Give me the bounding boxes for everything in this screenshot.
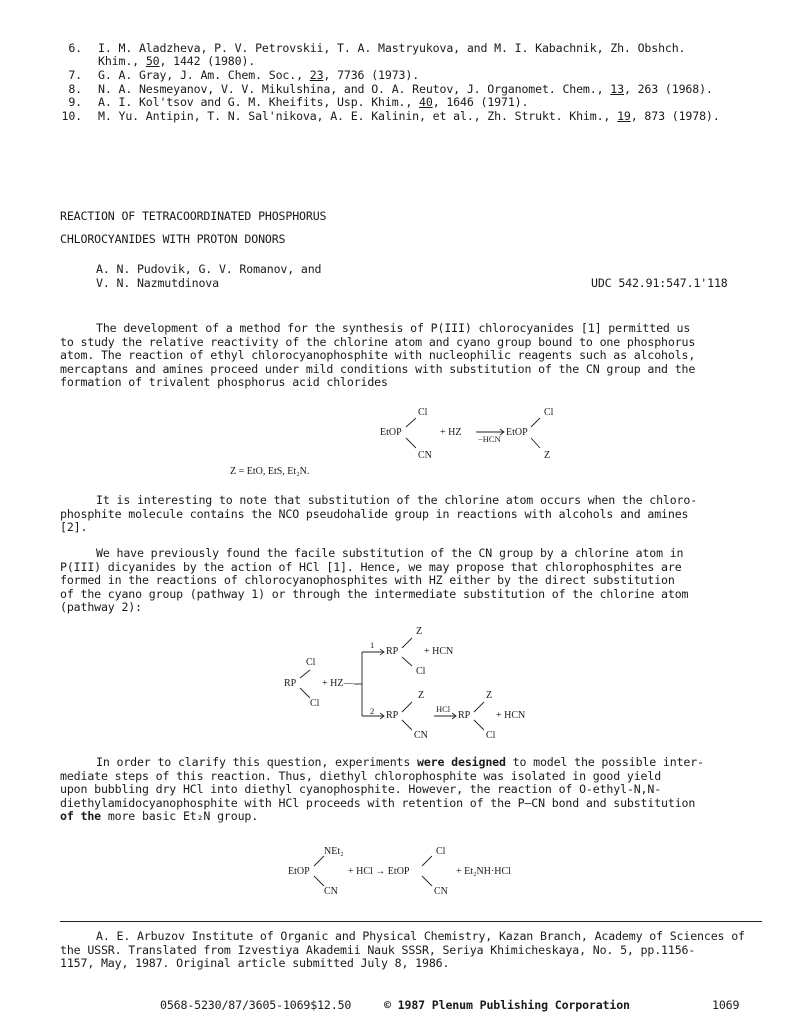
- reference-text-continued: [98, 55, 255, 69]
- text-line: atom. The reaction of ethyl chlorocyanophosphite with nucleophilic reagents such as alcohols,: [60, 348, 696, 362]
- text-line: diethylamidocyanophosphite with HCl proceeds with retention of the P—CN bond and substitution: [60, 795, 696, 810]
- atom-label: CN: [324, 886, 338, 897]
- ref-pages: , 1442 (1980).: [159, 54, 256, 68]
- text-line: [60, 810, 750, 824]
- arrow-condition: −HCN: [478, 434, 501, 444]
- ref-pages: , 7736 (1973).: [323, 68, 420, 82]
- article-code: 0568-5230/87/3605-1069$12.50: [160, 998, 352, 1012]
- atom-label: CN: [434, 886, 448, 897]
- atom-label: NEt₂: [324, 846, 344, 857]
- article-title-line1: REACTION OF TETRACOORDINATED PHOSPHORUS: [60, 209, 327, 223]
- reaction-scheme-2: [284, 624, 544, 748]
- reagent-label: + HCl → EtOP: [348, 866, 410, 877]
- ref-authors: M. Yu. Antipin, T. N. Sal'nikova, A. E. Kalinin, et al., Zh. Strukt. Khim.,: [98, 108, 618, 123]
- atom-label: Cl: [486, 730, 496, 741]
- text-line: The development of a method for the synthesis of P(III) chlorocyanides [1] permitted us: [96, 321, 691, 335]
- copyright-line: © 1987 Plenum Publishing Corporation: [384, 998, 630, 1012]
- atom-label: EtOP: [506, 427, 528, 438]
- reference-text: [98, 96, 528, 110]
- reference-text: [98, 69, 419, 83]
- text-line: to study the relative reactivity of the chlorine atom and cyano group bound to one phosphorus: [60, 334, 696, 349]
- reference-number: 10.: [61, 108, 82, 123]
- atom-label: RP: [386, 710, 399, 721]
- reference-number: 8.: [68, 81, 82, 96]
- text-line: A. E. Arbuzov Institute of Organic and Physical Chemistry, Kazan Branch, Academy of Sciences of: [96, 929, 745, 943]
- atom-label: Cl: [310, 698, 320, 709]
- ref-authors: A. I. Kol'tsov and G. M. Kheifits, Usp. Khim.,: [98, 95, 420, 109]
- ref-pages: , 873 (1978).: [630, 108, 720, 123]
- paragraph-intro: [60, 322, 750, 390]
- reference-number: 6.: [68, 41, 82, 55]
- text-segment-bold: of the: [60, 809, 101, 823]
- ref-authors: G. A. Gray, J. Am. Chem. Soc.,: [98, 68, 310, 82]
- authors-line1: A. N. Pudovik, G. V. Romanov, and: [96, 262, 322, 276]
- atom-label: RP: [458, 710, 471, 721]
- ref-pages: , 263 (1968).: [623, 81, 713, 96]
- text-line: upon bubbling dry HCl into diethyl cyanophosphite. However, the reaction of O-ethyl-N,N-: [60, 782, 662, 796]
- udc-code: UDC 542.91:547.1'118: [591, 276, 728, 290]
- atom-label: Cl: [418, 407, 428, 418]
- reagent-label: + HZ: [440, 427, 462, 438]
- affiliation-note: [60, 930, 750, 971]
- atom-label: Cl: [416, 666, 426, 677]
- reaction-scheme-3: [288, 846, 548, 900]
- text-line: formation of trivalent phosphorus acid chlorides: [60, 375, 388, 389]
- reference-text: [98, 110, 720, 124]
- pathway-number: 1: [370, 640, 375, 650]
- atom-label: EtOP: [380, 427, 402, 438]
- reference-number: 7.: [68, 68, 82, 82]
- authors-line2: V. N. Nazmutdinova: [96, 276, 219, 290]
- footer-divider: [60, 921, 762, 922]
- text-line: [60, 756, 750, 770]
- paragraph-pathways: [60, 547, 750, 615]
- text-segment: to model the possible inter-: [505, 755, 704, 769]
- text-line: formed in the reactions of chlorocyanophosphites with HZ either by the direct substitution: [60, 573, 675, 587]
- atom-label: Cl: [436, 846, 446, 857]
- atom-label: Z: [486, 690, 493, 701]
- reference-text: I. M. Aladzheva, P. V. Petrovskii, T. A. Mastryukova, and M. I. Kabachnik, Zh. Obshch.: [98, 41, 686, 55]
- text-line: We have previously found the facile substitution of the CN group by a chlorine atom in: [96, 546, 684, 560]
- text-line: mercaptans and amines proceed under mild conditions with substitution of the CN group and the: [60, 361, 696, 376]
- paragraph-experiments: [60, 756, 750, 824]
- pathway-number: 2: [370, 706, 375, 716]
- text-line: 1157, May, 1987. Original article submitted July 8, 1986.: [60, 956, 450, 970]
- ref-pages: , 1646 (1971).: [432, 95, 529, 109]
- ref-volume: 13: [610, 81, 624, 96]
- text-line: P(III) dicyanides by the action of HCl [1]. Hence, we may propose that chlorophosphites are: [60, 559, 682, 574]
- reagent-label: + HCN: [424, 646, 454, 657]
- reagent-label: + Et₂NH·HCl: [456, 866, 511, 877]
- ref-authors: N. A. Nesmeyanov, V. V. Mikulshina, and O. A. Reutov, J. Organomet. Chem.,: [98, 81, 611, 96]
- reagent-label: + HZ—: [322, 678, 354, 689]
- ref-volume: 50: [145, 54, 160, 68]
- text-line: of the cyano group (pathway 1) or through the intermediate substitution of the chlorine atom: [60, 586, 689, 601]
- reference-text: [98, 83, 713, 97]
- text-line: the USSR. Translated from Izvestiya Akademii Nauk SSSR, Seriya Khimicheskaya, No. 5, pp.1156-: [60, 942, 696, 957]
- ref-volume: 40: [419, 95, 433, 109]
- text-line: mediate steps of this reaction. Thus, diethyl chlorophosphite was isolated in good yield: [60, 768, 662, 783]
- atom-label: Z: [418, 690, 425, 701]
- page-number: 1069: [712, 998, 740, 1012]
- text-segment: In order to clarify this question, experiments: [96, 755, 418, 769]
- reference-number: 9.: [68, 95, 82, 109]
- atom-label: EtOP: [288, 866, 310, 877]
- atom-label: Z: [416, 626, 423, 637]
- text-line: (pathway 2):: [60, 600, 142, 614]
- atom-label: RP: [386, 646, 399, 657]
- text-segment-bold: were designed: [417, 755, 506, 769]
- ref-journal: Khim.,: [98, 54, 146, 68]
- text-line: It is interesting to note that substitution of the chlorine atom occurs when the chloro-: [96, 493, 698, 507]
- z-definition: Z = EtO, EtS, Et₂N.: [230, 466, 310, 477]
- reagent-label: + HCN: [496, 710, 526, 721]
- atom-label: Cl: [306, 657, 316, 668]
- arrow-condition: HCl: [436, 704, 451, 714]
- article-title-line2: CHLOROCYANIDES WITH PROTON DONORS: [60, 232, 286, 246]
- paragraph-nco: [60, 494, 750, 535]
- atom-label: Z: [544, 450, 551, 461]
- text-line: phosphite molecule contains the NCO pseudohalide group in reactions with alcohols and amines: [60, 506, 689, 521]
- ref-volume: 23: [309, 68, 324, 82]
- text-line: [2].: [60, 520, 88, 534]
- atom-label: RP: [284, 678, 297, 689]
- atom-label: CN: [414, 730, 428, 741]
- reaction-scheme-1: [380, 404, 580, 474]
- text-segment: more basic Et₂N group.: [100, 809, 259, 823]
- atom-label: Cl: [544, 407, 554, 418]
- ref-volume: 19: [617, 108, 631, 123]
- atom-label: CN: [418, 450, 432, 461]
